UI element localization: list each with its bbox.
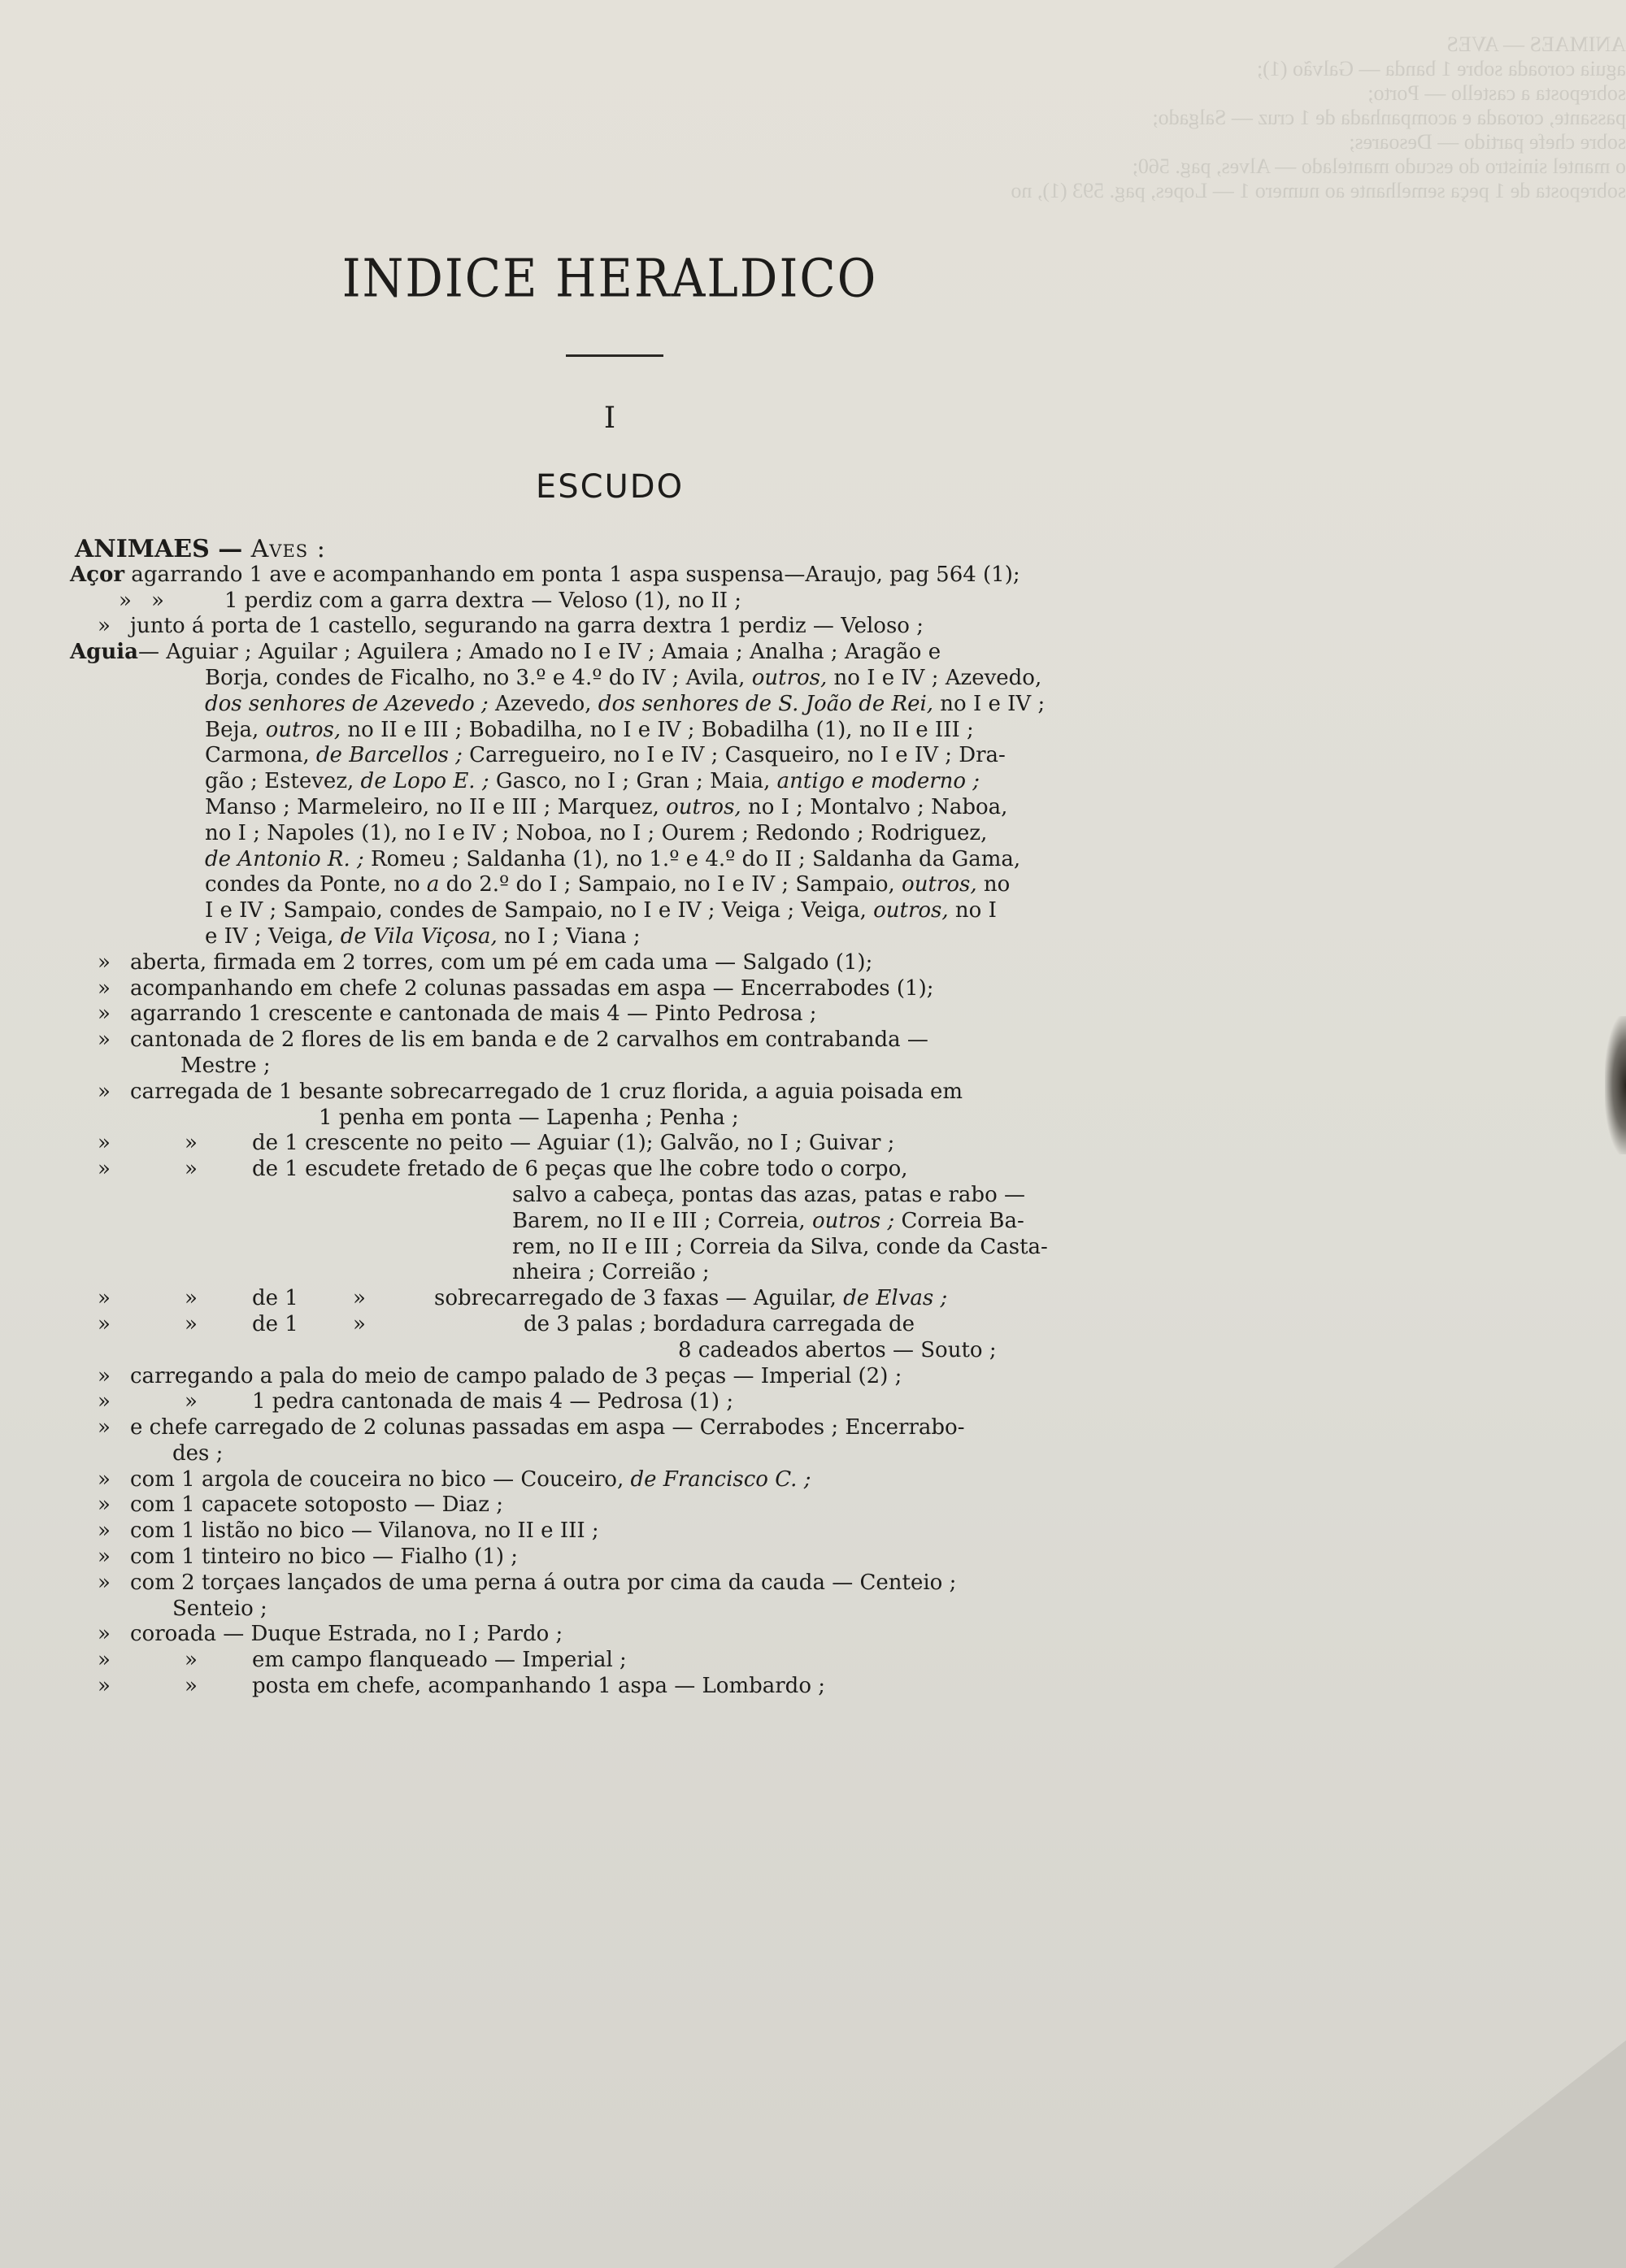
index-entry: » » 1 pedra cantonada de mais 4 — Pedrosa (1) ; [98,1389,734,1414]
index-entry: Açor agarrando 1 ave e acompanhando em ponta 1 aspa suspensa—Araujo, pag 564 (1); [70,562,1020,587]
index-entry: » acompanhando em chefe 2 colunas passadas em aspa — Encerrabodes (1); [98,975,934,1001]
title-rule [566,354,663,357]
index-entry: » » 1 perdiz com a garra dextra — Veloso (1), no II ; [119,588,742,613]
page-corner-fold [1333,2040,1626,2268]
index-entry: Aguia— Aguiar ; Aguilar ; Aguilera ; Amado no I e IV ; Amaia ; Analha ; Aragão e [70,640,941,665]
index-entry: » cantonada de 2 flores de lis em banda e de 2 carvalhos em contrabanda — [98,1028,928,1053]
index-entry: » carregando a pala do meio de campo palado de 3 peças — Imperial (2) ; [98,1363,902,1388]
index-entry: » com 1 capacete sotoposto — Diaz ; [98,1492,503,1518]
index-body: ANIMAES — Aves : Açor agarrando 1 ave e acompanhando em ponta 1 aspa suspensa—Araujo, pag 564 (1); » » 1 perdiz com a garra dextra — Veloso (1), no II ; » junto á porta de 1 castello, segurando na garra dextra 1 perdiz — Veloso ; Aguia— Aguiar ; Aguilar ; Aguilera ; Amado no I e IV ; Amaia ; Analha ; Aragão e Borja, condes de Ficalho, no 3.º e 4.º do IV ; Avila, outros, no I e IV ; Azevedo, dos senhores de Azevedo ; Azevedo, dos senhores de S. João de Rei, no I e IV ; Beja, outros, no II e III ; Bobadilha, no I e IV ; Bobadilha (1), no II e III ; Carmona, de Barcellos ; Carregueiro, no I e IV ; Casqueiro, no I e IV ; Dra- gão ; Estevez, de Lopo E. ; Gasco, no I ; Gran ; Maia, antigo e moderno ; Manso ; Marmeleiro, no II e III ; Marquez, outros, no I ; Montalvo ; Naboa, no I ; Napoles (1), no I e IV ; Noboa, no I ; Ourem ; Redondo ; Rodriguez, de Antonio R. ; Romeu ; Saldanha (1), no 1.º e 4.º do II ; Saldanha da Gama, condes da Ponte, no a do 2.º do I ; Sampaio, no I e IV ; Sampaio, outros, no I e IV ; Sampaio, condes de Sampaio, no I e IV ; Veiga ; Veiga, outros, no I e IV ; Veiga, de Vila Viçosa, no I ; Viana ; » aberta, firmada em 2 torres, com um pé em cada uma — Salgado (1); » acompanhando em chefe 2 colunas passadas em aspa — Encerrabodes (1); » agarrando 1 crescente e cantonada de mais 4 — Pinto Pedrosa ; » cantonada de 2 flores de lis em banda e de 2 carvalhos em contrabanda — Mestre ; » carregada de 1 besante sobrecarregado de 1 cruz florida, a aguia poisada em 1 penha em ponta — Lapenha ; Penha ; » » de 1 crescente no peito — Aguiar (1); Galvão, no I ; Guivar ; » » de 1 escudete fretado de 6 peças que lhe cobre todo o corpo, salvo a cabeça, pontas das azas, patas e rabo — Barem, no II e III ; Correia, outros ; Correia Ba- rem, no II e III ; Correia da Silva, conde da Casta- nheira ; Correião ; » » de 1 » sobrecarregado de 3 faxas — Aguilar, de Elvas ; » » de 1 » de 3 palas ; bordadura carregada de 8 cadeados abertos — Souto ; » carregando a pala do meio de campo palado de 3 peças — Imperial (2) ; » » 1 pedra cantonada de mais 4 — Pedrosa (1) ; » e chefe carregado de 2 colunas passadas em aspa — Cerrabodes ; Encerrabo- des ; » com 1 argola de couceira no bico — Couceiro, de Francisco C. ; » com 1 capacete sotoposto — Diaz ; » com 1 listão no bico — Vilanova, no II e III ; » com 1 tinteiro no bico — Fialho (1) ; » com 2 torçaes lançados de uma perna á outra por cima da cauda — Centeio ; Senteio ; » coroada — Duque Estrada, no I ; Pardo ; » » em campo flanqueado — Imperial ; » » posta em chefe, acompanhando 1 aspa — Lombardo ; [75,537,1148,1700]
index-entry: » » de 1 » de 3 palas ; bordadura carregada de [98,1311,915,1336]
index-entry: » aberta, firmada em 2 torres, com um pé em cada uma — Salgado (1); [98,949,873,975]
section-title: ESCUDO [535,468,685,506]
page-title: INDICE HERALDICO [341,246,878,310]
index-entry: » agarrando 1 crescente e cantonada de mais 4 — Pinto Pedrosa ; [98,1001,817,1027]
index-entry: » carregada de 1 besante sobrecarregado de 1 cruz florida, a aguia poisada em [98,1079,963,1104]
index-entry: » com 1 argola de couceira no bico — Couceiro, de Francisco C. ; [98,1466,811,1492]
index-entry: » » posta em chefe, acompanhando 1 aspa — Lombardo ; [98,1674,825,1699]
index-entry: » » de 1 crescente no peito — Aguiar (1); Galvão, no I ; Guivar ; [98,1131,895,1156]
index-entry: » » em campo flanqueado — Imperial ; [98,1648,627,1673]
index-entry: » com 1 listão no bico — Vilanova, no II e III ; [98,1519,599,1544]
index-entry: » junto á porta de 1 castello, segurando na garra dextra 1 perdiz — Veloso ; [98,614,924,639]
category-heading: ANIMAES — Aves : [75,535,326,563]
bleed-through-text: ANIMAES — AVES aguia coroada sobre 1 banda — Galvão (1); sobreposta a castello — Porto; passante, coroada e acompanhada de 1 cruz — Salgado; sobre chefe partido — Desoares; o mantel sinistro do escudo mantelado — Alves, pag. 560; sobreposta de 1 peça semelhante ao numero 1 — Lopes, pag. 593 (1), no [1011,33,1626,202]
page-edge-shadow [1605,1016,1626,1154]
index-entry: » com 1 tinteiro no bico — Fialho (1) ; [98,1545,519,1570]
index-entry: » » de 1 » sobrecarregado de 3 faxas — Aguilar, de Elvas ; [98,1286,948,1311]
index-entry: » coroada — Duque Estrada, no I ; Pardo ; [98,1622,563,1647]
section-number: I [603,402,616,435]
index-entry: » com 2 torçaes lançados de uma perna á outra por cima da cauda — Centeio ; [98,1570,957,1595]
index-entry: » » de 1 escudete fretado de 6 peças que lhe cobre todo o corpo, [98,1157,908,1182]
index-entry: » e chefe carregado de 2 colunas passadas em aspa — Cerrabodes ; Encerrabo- [98,1415,965,1440]
